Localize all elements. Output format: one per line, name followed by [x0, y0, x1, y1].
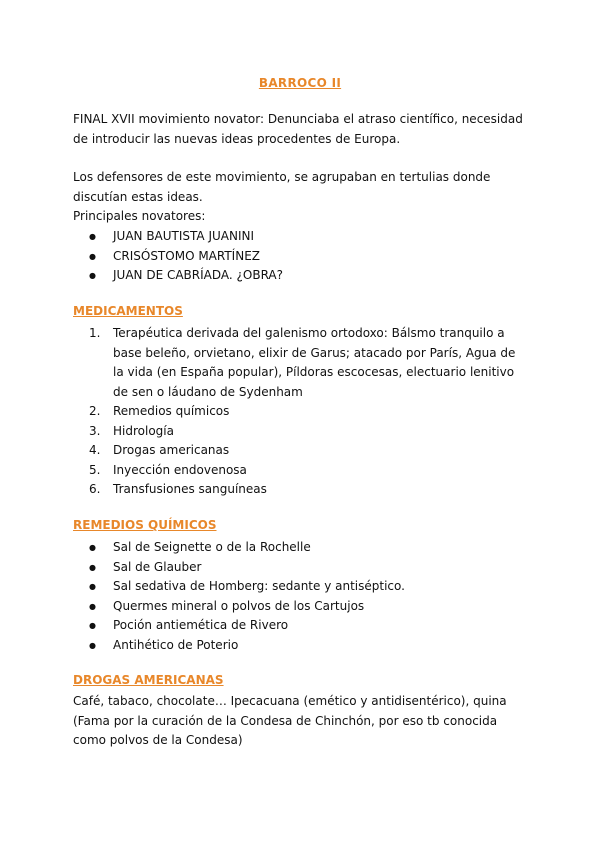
- list-item: ● Sal sedativa de Homberg: sedante y antiséptico.: [73, 577, 528, 597]
- list-item: ● JUAN DE CABRÍADA. ¿OBRA?: [73, 266, 528, 286]
- drogas-paragraph: Café, tabaco, chocolate… Ipecacuana (emético y antidisentérico), quina (Fama por la curación de la Condesa de Chinchón, por eso tb conocida como polvos de la Condesa): [73, 694, 507, 747]
- list-item: ● CRISÓSTOMO MARTÍNEZ: [73, 247, 528, 267]
- list-item: ● Sal de Glauber: [73, 558, 528, 578]
- list-item: [73, 461, 528, 481]
- novatores-list: [73, 227, 528, 286]
- intro-paragraph-2: Los defensores de este movimiento, se agrupaban en tertulias donde discutían estas ideas.: [73, 170, 491, 204]
- intro-paragraph-1: FINAL XVII movimiento novator: Denunciaba el atraso científico, necesidad de introducir las nuevas ideas procedentes de Europa.: [73, 112, 523, 146]
- list-item: ● JUAN BAUTISTA JUANINI: [73, 227, 528, 247]
- list-item: [73, 441, 528, 461]
- list-item: ● Antihético de Poterio: [73, 636, 528, 656]
- page-title: BARROCO II: [258, 76, 342, 90]
- list-item: [73, 422, 528, 442]
- list-text: Inyección endovenosa: [113, 462, 247, 477]
- list-item: ● Poción antiemética de Rivero: [73, 616, 528, 636]
- list-item: [73, 402, 528, 422]
- list-text: Hidrología: [113, 423, 174, 438]
- section-heading-remedios: REMEDIOS QUÍMICOS: [73, 518, 217, 532]
- list-item: ● Sal de Seignette o de la Rochelle: [73, 538, 528, 558]
- list-number: 4.: [89, 443, 101, 457]
- list-item: [73, 324, 528, 402]
- section-heading-medicamentos: MEDICAMENTOS: [73, 304, 183, 318]
- list-text: Remedios químicos: [113, 404, 230, 418]
- list-number: 1.: [89, 326, 101, 340]
- list-item: [73, 480, 528, 500]
- list-number: 2.: [89, 404, 101, 418]
- remedios-list: [73, 538, 528, 655]
- list-number: 5.: [89, 462, 101, 477]
- list-number: 6.: [89, 482, 101, 496]
- section-heading-drogas: DROGAS AMERICANAS: [73, 673, 224, 687]
- medicamentos-list: [73, 324, 528, 500]
- list-number: 3.: [89, 423, 101, 438]
- list-text: Transfusiones sanguíneas: [113, 482, 267, 496]
- list-text: Drogas americanas: [113, 443, 230, 457]
- novatores-label: Principales novatores:: [73, 209, 206, 223]
- list-text: Terapéutica derivada del galenismo ortodoxo: Bálsmo tranquilo a base beleño, orvietano, elixir de Garus; atacado por París, Agua de la vida (en España popular), Píldoras escocesas, electuario lenitivo de sen o láudano de Sydenham: [113, 326, 516, 399]
- list-item: ● Quermes mineral o polvos de los Cartujos: [73, 597, 528, 617]
